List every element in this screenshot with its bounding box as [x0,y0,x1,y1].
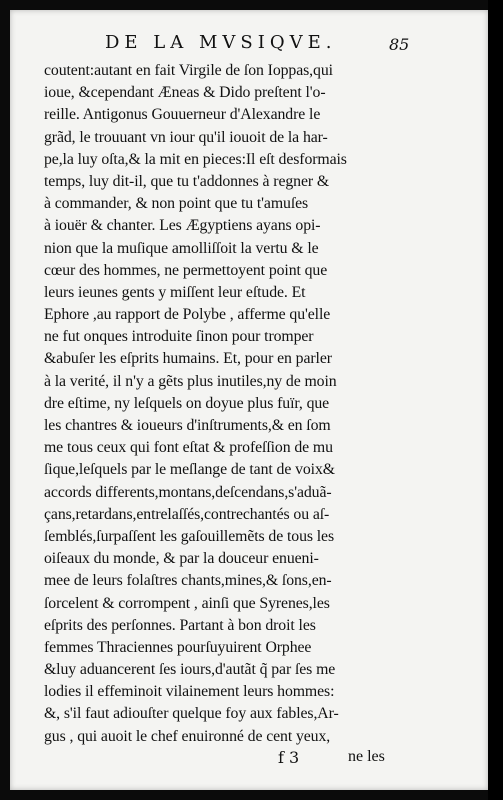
text-line: temps, luy dit-il, que tu t'addonnes à regner & [44,172,330,190]
scan-border [488,0,503,800]
body-text [44,60,479,748]
text-line: à la verité, il n'y a gẽts plus inutiles,ny de moin [44,372,337,390]
text-line: dre eſtime, ny leſquels on doyue plus fuïr, que [44,394,330,412]
book-page [10,10,488,790]
text-line: cœur des hommes, ne permettoyent point que [44,261,328,279]
text-line: me tous ceux qui font eſtat & profeſſion de mu [44,439,333,457]
text-line: çans,retardans,entrelaſſés,contrechantés ou aſ- [44,505,330,523]
text-line: Ephore ,au rapport de Polybe , afferme qu'elle [44,306,331,324]
text-line: nion que la muſique amolliſſoit la vertu & le [44,239,319,257]
text-line: ſemblés,ſurpaſſent les gaſouillemẽts de tous les [44,527,335,545]
text-line: à iouër & chanter. Les Ægyptiens ayans opi- [44,217,321,235]
text-line: les chantres & ioueurs d'inſtruments,& en ſom [44,417,331,434]
text-line: reille. Antigonus Gouuerneur d'Alexandre le [44,106,321,124]
text-line: femmes Thraciennes pourſuyuirent Orphee [44,638,312,656]
text-line: oiſeaux du monde, & par la douceur enueni- [44,550,319,568]
text-line: accords differents,montans,deſcendans,s'aduã- [44,483,332,501]
text-line: eſprits des perſonnes. Partant à bon droit les [44,616,316,634]
text-line: à commander, & non point que tu t'amuſes [44,195,309,213]
catchword: ne les [348,748,385,765]
text-line: leurs ieunes gents y miſſent leur eſtude. Et [44,283,306,301]
text-line: coutent:autant en fait Virgile de ſon Ioppas,qui [44,62,333,79]
text-line: ſorcelent & corrompent , ainſi que Syrenes,les [44,594,330,612]
text-line: ioue, &cependant Æneas & Dido preſtent l'o- [44,84,326,102]
text-line: &, s'il faut adiouſter quelque foy aux fables,Ar- [44,705,339,723]
text-line: gus , qui auoit le chef enuironné de cent yeux, [44,727,331,745]
text-line: pe,la luy oſta,& la mit en pieces:Il eſt desformais [44,150,347,168]
page-number: 85 [389,35,410,54]
text-line: &luy aduancerent ſes iours,d'autãt q̃ par ſes me [44,661,336,679]
text-line: ne fut onques introduite ſinon pour tromper [44,328,314,346]
text-line: ſique,leſquels par le meſlange de tant de voix& [44,461,335,479]
text-line: mee de leurs folaſtres chants,mines,& ſons,en- [44,572,332,590]
text-line: grãd, le trouuant vn iour qu'il iouoit de la har- [44,128,328,146]
text-line: lodies il effeminoit vilainement leurs hommes: [44,683,335,701]
signature-mark: f 3 [278,748,300,767]
text-line: &abuſer les eſprits humains. Et, pour en parler [44,350,332,368]
running-title: DE LA MVSIQVE. [105,32,337,53]
